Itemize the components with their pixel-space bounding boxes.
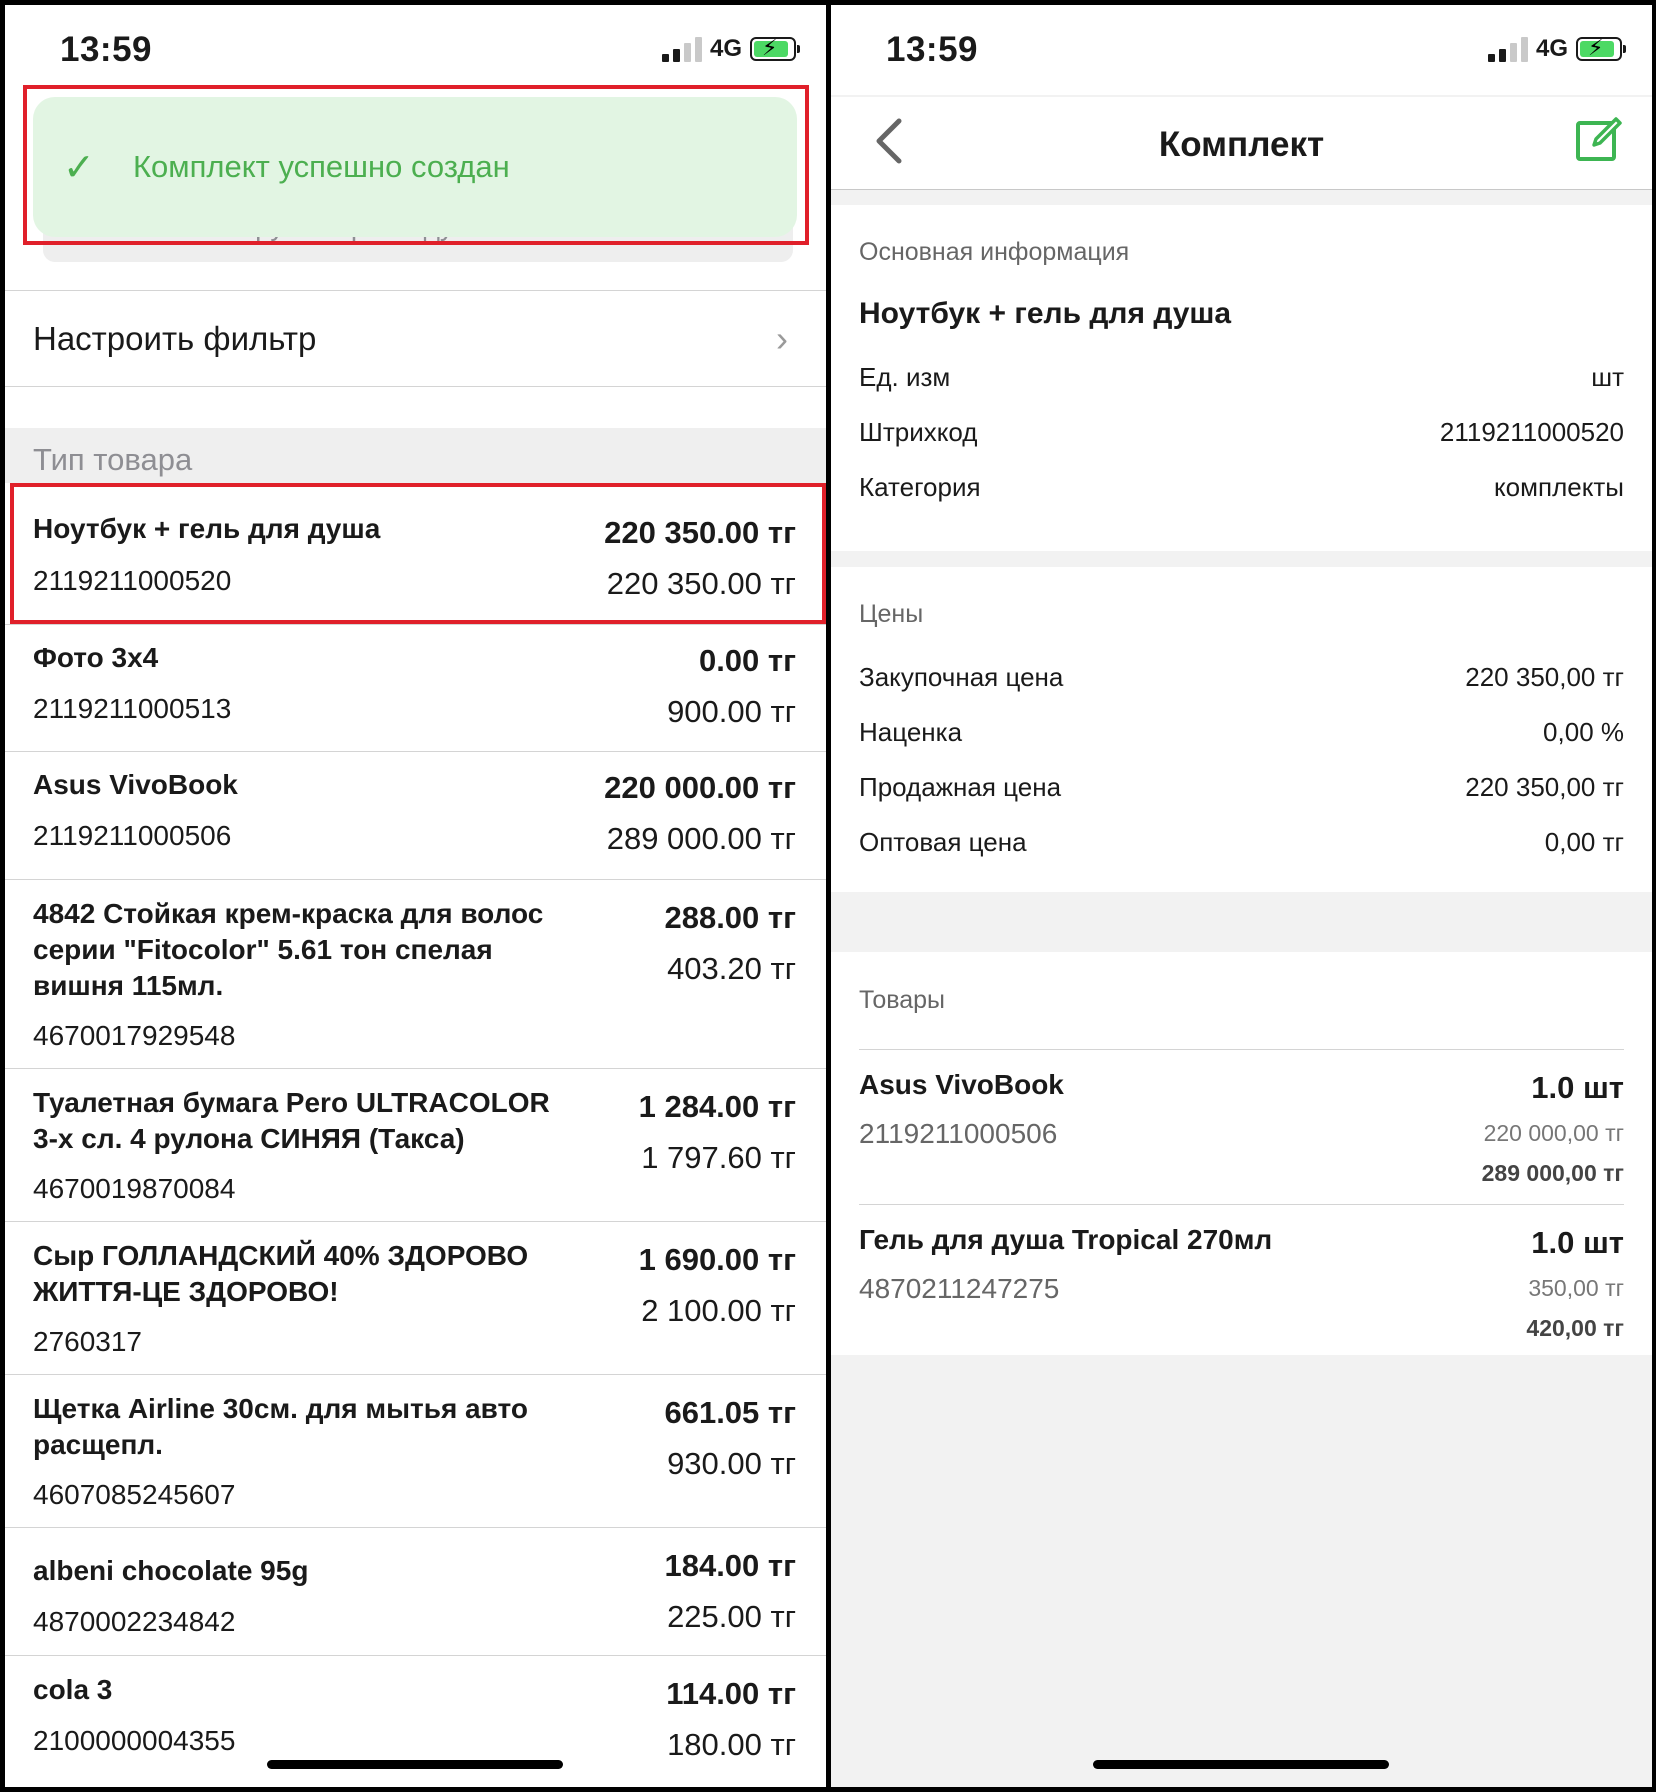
prices-header: Цены bbox=[859, 600, 924, 628]
product-list bbox=[5, 483, 826, 1783]
kit-item-sale-price: 289 000,00 тг bbox=[1481, 1160, 1624, 1186]
product-purchase-price: 288.00 тг bbox=[664, 900, 796, 935]
price-value: 0,00 % bbox=[1543, 717, 1624, 747]
product-barcode: 4870002234842 bbox=[33, 1606, 236, 1637]
product-purchase-price: 1 690.00 тг bbox=[638, 1242, 796, 1277]
goods-card bbox=[831, 952, 1652, 1355]
price-value: 0,00 тг bbox=[1544, 827, 1624, 857]
status-bar bbox=[831, 5, 1652, 95]
product-name: Щетка Airline 30см. для мытья авто расщепл. bbox=[33, 1393, 528, 1460]
price-row bbox=[859, 827, 1624, 867]
kit-name: Ноутбук + гель для душа bbox=[859, 297, 1232, 330]
goods-header: Товары bbox=[859, 986, 945, 1014]
product-barcode: 4670017929548 bbox=[33, 1020, 236, 1051]
highlight-frame-row bbox=[10, 483, 826, 624]
signal-icon bbox=[1488, 36, 1528, 62]
kit-item-barcode: 2119211000506 bbox=[859, 1118, 1058, 1149]
divider bbox=[859, 1049, 1624, 1050]
product-row[interactable] bbox=[5, 483, 826, 625]
kit-item-purchase-price: 220 000,00 тг bbox=[1483, 1120, 1624, 1146]
info-label: Категория bbox=[859, 472, 981, 502]
product-name: 4842 Стойкая крем-краска для волос серии "Fitocolor" 5.61 тон спелая вишня 115мл. bbox=[33, 898, 544, 1001]
left-screen bbox=[5, 5, 826, 1787]
product-name: cola 3 bbox=[33, 1674, 113, 1705]
product-name: Сыр ГОЛЛАНДСКИЙ 40% ЗДОРОВО ЖИТТЯ-ЦЕ ЗДОРОВО! bbox=[33, 1240, 529, 1307]
product-purchase-price: 0.00 тг bbox=[698, 643, 796, 678]
product-row[interactable] bbox=[5, 625, 826, 752]
product-sale-price: 289 000.00 тг bbox=[606, 821, 796, 856]
info-label: Штрихкод bbox=[859, 417, 978, 447]
product-sale-price: 180.00 тг bbox=[667, 1727, 796, 1762]
price-value: 220 350,00 тг bbox=[1465, 772, 1624, 802]
price-row bbox=[859, 772, 1624, 812]
page-title: Комплект bbox=[1158, 125, 1325, 164]
filter-label: Настроить фильтр bbox=[33, 319, 317, 357]
product-barcode: 2119211000506 bbox=[33, 820, 232, 851]
product-name: Фото 3х4 bbox=[33, 642, 159, 673]
price-label: Продажная цена bbox=[859, 772, 1062, 802]
info-row-unit bbox=[859, 362, 1624, 402]
product-barcode: 4607085245607 bbox=[33, 1479, 236, 1510]
info-row-category bbox=[859, 472, 1624, 512]
product-purchase-price: 220 000.00 тг bbox=[604, 770, 796, 805]
toast-message: Комплект успешно создан bbox=[133, 149, 510, 184]
product-row[interactable] bbox=[5, 1375, 826, 1528]
product-purchase-price: 114.00 тг bbox=[666, 1676, 796, 1711]
product-purchase-price: 184.00 тг bbox=[664, 1548, 796, 1583]
kit-item-quantity: 1.0 шт bbox=[1531, 1070, 1624, 1105]
status-bar bbox=[5, 5, 826, 95]
product-barcode: 2119211000520 bbox=[33, 565, 232, 596]
product-barcode: 2100000004355 bbox=[33, 1725, 236, 1756]
nav-bar bbox=[831, 97, 1652, 190]
battery-charging-icon: ⚡ bbox=[1576, 37, 1622, 61]
network-label: 4G bbox=[1535, 35, 1568, 62]
kit-item-name: Asus VivoBook bbox=[859, 1069, 1064, 1100]
prices-card bbox=[831, 567, 1652, 892]
status-time: 13:59 bbox=[886, 30, 979, 69]
price-value: 220 350,00 тг bbox=[1465, 662, 1624, 692]
info-value: комплекты bbox=[1494, 472, 1624, 502]
product-name: Ноутбук + гель для душа bbox=[33, 513, 381, 544]
highlight-frame-toast bbox=[23, 85, 809, 245]
price-row bbox=[859, 662, 1624, 702]
price-label: Наценка bbox=[859, 717, 963, 747]
product-sale-price: 930.00 тг bbox=[667, 1446, 796, 1481]
product-purchase-price: 661.05 тг bbox=[664, 1395, 796, 1430]
status-time: 13:59 bbox=[60, 30, 153, 69]
product-name: albeni chocolate 95g bbox=[33, 1555, 309, 1586]
product-row[interactable] bbox=[5, 752, 826, 880]
kit-item-purchase-price: 350,00 тг bbox=[1528, 1275, 1624, 1301]
checkmark-icon: ✓ bbox=[63, 146, 95, 189]
basic-info-header: Основная информация bbox=[859, 238, 1130, 266]
kit-item-sale-price: 420,00 тг bbox=[1526, 1315, 1624, 1341]
product-row[interactable] bbox=[5, 1528, 826, 1656]
product-sale-price: 900.00 тг bbox=[667, 694, 796, 729]
battery-charging-icon: ⚡ bbox=[750, 37, 796, 61]
product-name: Туалетная бумага Pero ULTRACOLOR 3-х сл. 4 рулона СИНЯЯ (Такса) bbox=[33, 1087, 550, 1154]
divider bbox=[859, 1204, 1624, 1205]
home-indicator[interactable] bbox=[267, 1760, 563, 1769]
product-sale-price: 403.20 тг bbox=[667, 951, 796, 986]
product-purchase-price: 220 350.00 тг bbox=[604, 515, 796, 550]
right-screen bbox=[831, 5, 1652, 1787]
network-label: 4G bbox=[709, 35, 742, 62]
edit-icon[interactable] bbox=[1574, 115, 1622, 163]
chevron-right-icon: › bbox=[776, 317, 788, 359]
price-label: Закупочная цена bbox=[859, 662, 1064, 692]
product-sale-price: 225.00 тг bbox=[667, 1599, 796, 1634]
product-barcode: 4670019870084 bbox=[33, 1173, 236, 1204]
kit-item-quantity: 1.0 шт bbox=[1531, 1225, 1624, 1260]
product-row[interactable] bbox=[5, 1222, 826, 1375]
product-row[interactable] bbox=[5, 1069, 826, 1222]
product-row[interactable] bbox=[5, 880, 826, 1069]
kit-item-name: Гель для душа Tropical 270мл bbox=[859, 1224, 1273, 1255]
price-label: Оптовая цена bbox=[859, 827, 1027, 857]
info-value: шт bbox=[1591, 362, 1624, 392]
home-indicator[interactable] bbox=[1093, 1760, 1389, 1769]
basic-info-card bbox=[831, 205, 1652, 551]
signal-icon bbox=[662, 36, 702, 62]
section-header bbox=[5, 428, 826, 483]
product-barcode: 2760317 bbox=[33, 1326, 143, 1357]
product-sale-price: 1 797.60 тг bbox=[641, 1140, 796, 1175]
product-purchase-price: 1 284.00 тг bbox=[638, 1089, 796, 1124]
price-row bbox=[859, 717, 1624, 757]
kit-item-barcode: 4870211247275 bbox=[859, 1273, 1060, 1304]
section-title: Тип товара bbox=[33, 442, 193, 477]
product-sale-price: 2 100.00 тг bbox=[641, 1293, 796, 1328]
filter-settings-row[interactable] bbox=[5, 290, 826, 387]
product-barcode: 2119211000513 bbox=[33, 693, 232, 724]
product-sale-price: 220 350.00 тг bbox=[606, 566, 796, 601]
product-name: Asus VivoBook bbox=[33, 769, 238, 800]
info-label: Ед. изм bbox=[859, 362, 951, 392]
info-value: 2119211000520 bbox=[1439, 417, 1624, 447]
info-row-barcode bbox=[859, 417, 1624, 457]
